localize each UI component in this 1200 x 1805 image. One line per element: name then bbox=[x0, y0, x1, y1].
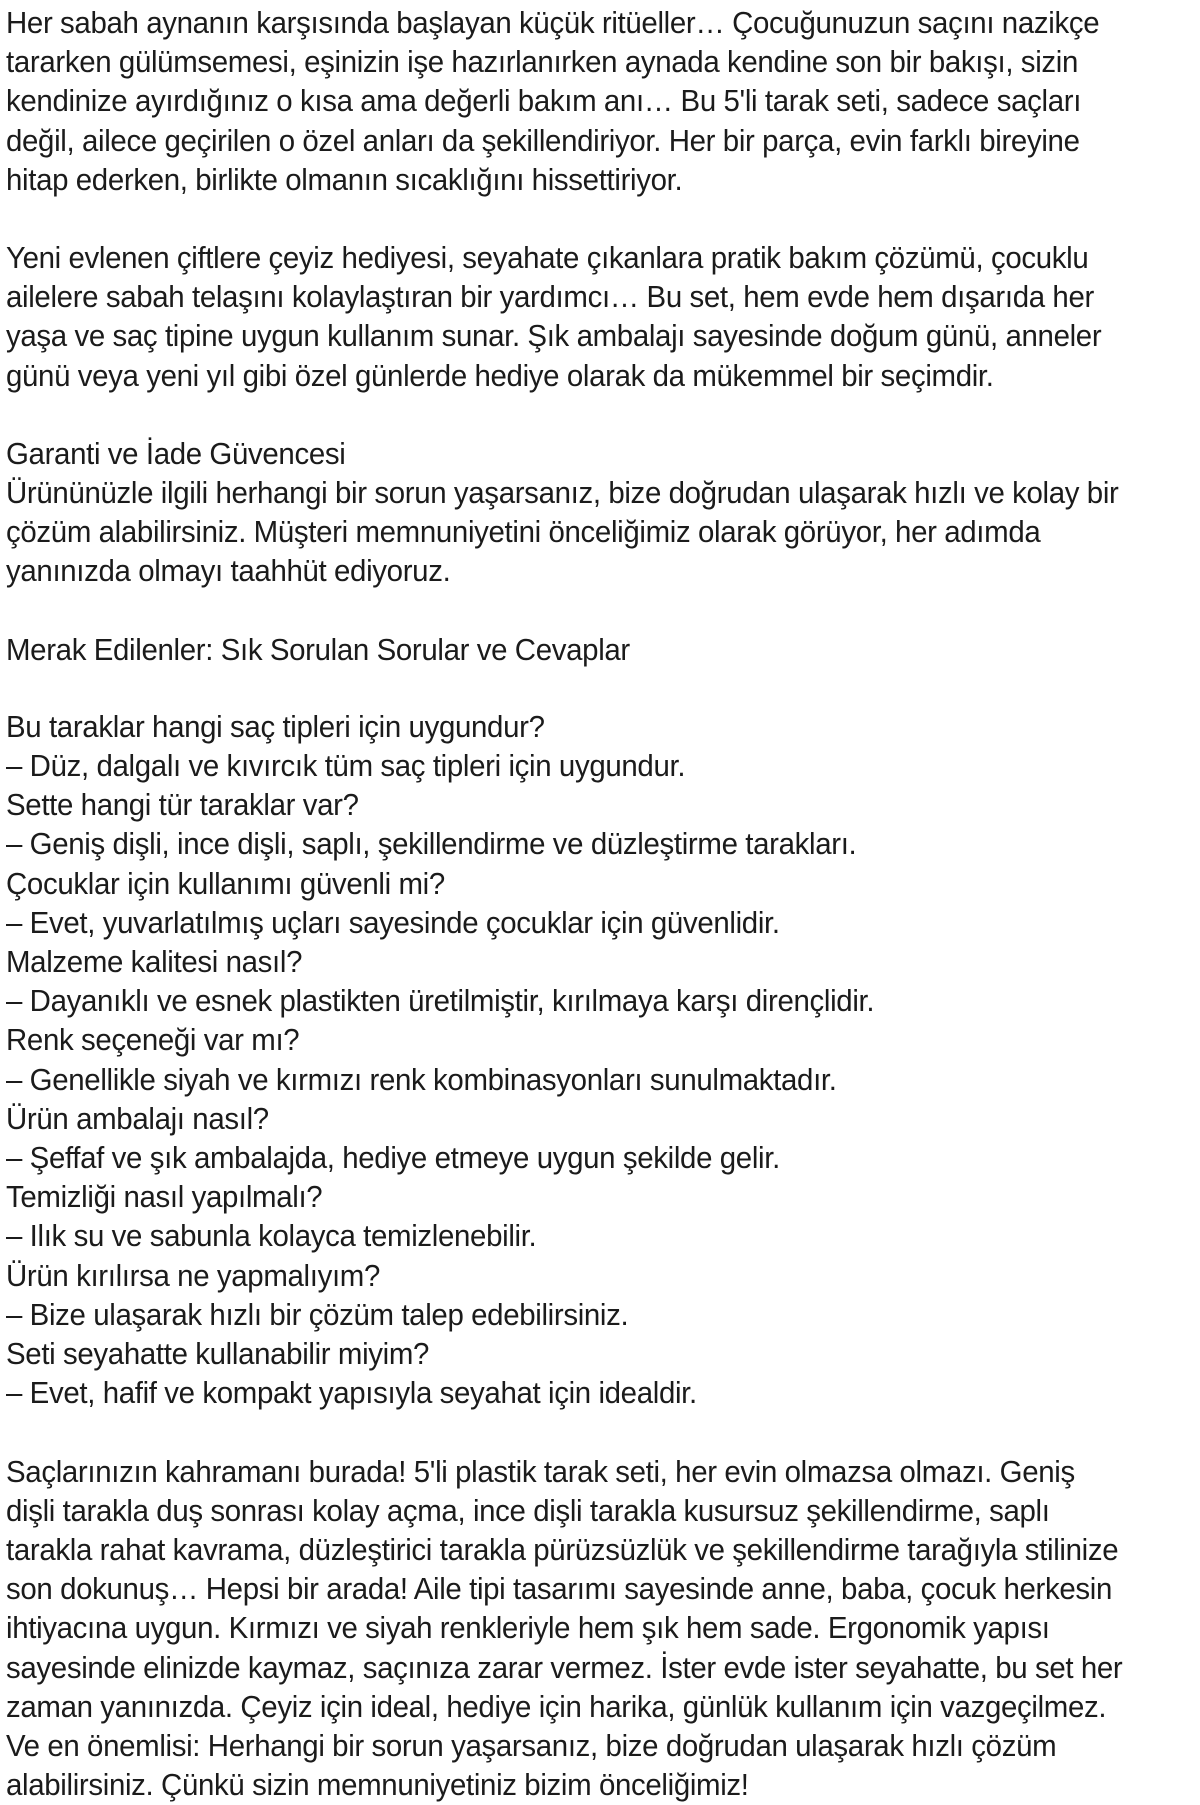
paragraph-spacer bbox=[6, 396, 1129, 435]
faq-answer: – Düz, dalgalı ve kıvırcık tüm saç tipleri için uygundur. bbox=[6, 747, 1129, 786]
faq-question: Renk seçeneği var mı? bbox=[6, 1021, 1129, 1060]
paragraph-spacer bbox=[6, 1414, 1129, 1453]
faq-question: Seti seyahatte kullanabilir miyim? bbox=[6, 1335, 1129, 1374]
faq-answer: – Evet, hafif ve kompakt yapısıyla seyahat için idealdir. bbox=[6, 1374, 1129, 1413]
closing-paragraph: Saçlarınızın kahramanı burada! 5'li plastik tarak seti, her evin olmazsa olmazı. Geniş dişli tarakla duş sonrası kolay açma, ince dişli tarakla kusursuz şekillendirme, saplı tarakla rahat kavrama, düzleştirici tarakla pürüzsüzlük ve şekillendirme tarağıyla stilinize son dokunuş… Hepsi bir arada! Aile tipi tasarımı sayesinde anne, baba, çocuk herkesin ihtiyacına uygun. Kırmızı ve siyah renkleriyle hem şık hem sade. Ergonomik yapısı sayesinde elinizde kaymaz, saçınıza zarar vermez. İster evde ister seyahatte, bu set her zaman yanınızda. Çeyiz için ideal, hediye için harika, günlük kullanım için vazgeçilmez. Ve en önemlisi: Herhangi bir sorun yaşarsanız, bize doğrudan ulaşarak hızlı çözüm alabilirsiniz. Çünkü sizin memnuniyetiniz bizim önceliğimiz! bbox=[6, 1453, 1129, 1805]
faq-heading-spacer bbox=[6, 670, 1129, 708]
faq-answer: – Ilık su ve sabunla kolayca temizlenebilir. bbox=[6, 1217, 1129, 1256]
faq-answer: – Dayanıklı ve esnek plastikten üretilmiştir, kırılmaya karşı dirençlidir. bbox=[6, 982, 1129, 1021]
faq-answer: – Bize ulaşarak hızlı bir çözüm talep edebilirsiniz. bbox=[6, 1296, 1129, 1335]
faq-answer: – Geniş dişli, ince dişli, saplı, şekillendirme ve düzleştirme tarakları. bbox=[6, 825, 1129, 864]
faq-question: Sette hangi tür taraklar var? bbox=[6, 786, 1129, 825]
faq-question: Ürün ambalajı nasıl? bbox=[6, 1100, 1129, 1139]
document-body bbox=[6, 4, 1129, 1805]
faq-question: Temizliği nasıl yapılmalı? bbox=[6, 1178, 1129, 1217]
faq-question: Ürün kırılırsa ne yapmalıyım? bbox=[6, 1257, 1129, 1296]
intro-paragraph: Her sabah aynanın karşısında başlayan küçük ritüeller… Çocuğunuzun saçını nazikçe tararken gülümsemesi, eşinizin işe hazırlanırken aynada kendine son bir bakışı, sizin kendinize ayırdığınız o kısa ama değerli bakım anı… Bu 5'li tarak seti, sadece saçları değil, ailece geçirilen o özel anları da şekillendiriyor. Her bir parça, evin farklı bireyine hitap ederken, birlikte olmanın sıcaklığını hissettiriyor. bbox=[6, 4, 1129, 200]
faq-question: Çocuklar için kullanımı güvenli mi? bbox=[6, 865, 1129, 904]
paragraph-spacer bbox=[6, 592, 1129, 631]
faq-answer: – Genellikle siyah ve kırmızı renk kombinasyonları sunulmaktadır. bbox=[6, 1061, 1129, 1100]
faq-question: Bu taraklar hangi saç tipleri için uygundur? bbox=[6, 708, 1129, 747]
faq-answer: – Şeffaf ve şık ambalajda, hediye etmeye uygun şekilde gelir. bbox=[6, 1139, 1129, 1178]
faq-answer: – Evet, yuvarlatılmış uçları sayesinde çocuklar için güvenlidir. bbox=[6, 904, 1129, 943]
faq-list bbox=[6, 708, 1129, 1414]
warranty-body: Ürününüzle ilgili herhangi bir sorun yaşarsanız, bize doğrudan ulaşarak hızlı ve kolay bir çözüm alabilirsiniz. Müşteri memnuniyetini önceliğimiz olarak görüyor, her adımda yanınızda olmayı taahhüt ediyoruz. bbox=[6, 474, 1129, 592]
warranty-heading: Garanti ve İade Güvencesi bbox=[6, 435, 1129, 474]
usage-paragraph: Yeni evlenen çiftlere çeyiz hediyesi, seyahate çıkanlara pratik bakım çözümü, çocuklu ailelere sabah telaşını kolaylaştıran bir yardımcı… Bu set, hem evde hem dışarıda her yaşa ve saç tipine uygun kullanım sunar. Şık ambalajı sayesinde doğum günü, anneler günü veya yeni yıl gibi özel günlerde hediye olarak da mükemmel bir seçimdir. bbox=[6, 239, 1129, 396]
paragraph-spacer bbox=[6, 200, 1129, 239]
faq-question: Malzeme kalitesi nasıl? bbox=[6, 943, 1129, 982]
faq-heading: Merak Edilenler: Sık Sorulan Sorular ve Cevaplar bbox=[6, 631, 1129, 670]
